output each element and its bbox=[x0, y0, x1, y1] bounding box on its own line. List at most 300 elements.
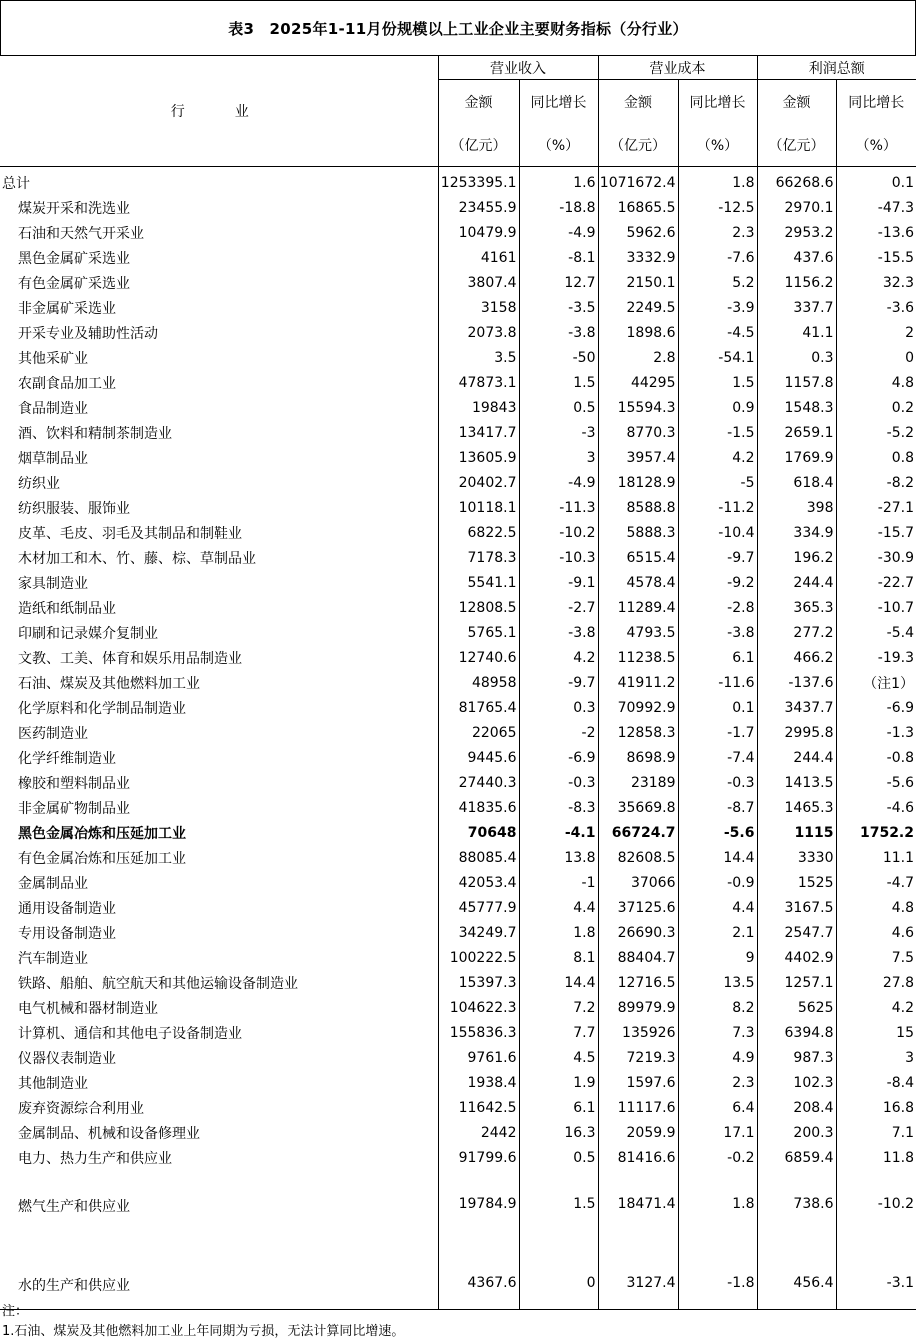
cost-amount-cell: 5888.3 bbox=[598, 520, 678, 545]
revenue-growth-cell: -50 bbox=[519, 345, 598, 370]
industry-name-cell: 化学原料和化学制品制造业 bbox=[18, 700, 186, 717]
revenue-amount-cell: 4367.6 bbox=[438, 1235, 519, 1309]
cost-growth-cell: 14.4 bbox=[678, 845, 757, 870]
notes bbox=[2, 1302, 404, 1342]
revenue-amount-cell: 48958 bbox=[438, 670, 519, 695]
profit-growth-cell: 16.8 bbox=[836, 1095, 916, 1120]
table-row bbox=[0, 645, 916, 670]
revenue-amount-cell: 15397.3 bbox=[438, 970, 519, 995]
industry-name-cell: 铁路、船舶、航空航天和其他运输设备制造业 bbox=[18, 975, 298, 992]
cost-growth-cell: 4.4 bbox=[678, 895, 757, 920]
revenue-growth-cell: -2 bbox=[519, 720, 598, 745]
industry-name-cell: 黑色金属冶炼和压延加工业 bbox=[18, 825, 186, 842]
sub-header-growth: 同比增长 bbox=[836, 80, 916, 125]
revenue-amount-cell: 3158 bbox=[438, 295, 519, 320]
revenue-growth-cell: 7.2 bbox=[519, 995, 598, 1020]
profit-growth-cell: -8.4 bbox=[836, 1070, 916, 1095]
table-row bbox=[0, 1095, 916, 1120]
revenue-amount-cell: 9761.6 bbox=[438, 1045, 519, 1070]
table-row bbox=[0, 320, 916, 345]
cost-growth-cell: -1.7 bbox=[678, 720, 757, 745]
cost-amount-cell: 37066 bbox=[598, 870, 678, 895]
revenue-growth-cell: -18.8 bbox=[519, 195, 598, 220]
cost-growth-cell: -3.9 bbox=[678, 295, 757, 320]
table-row bbox=[0, 1045, 916, 1070]
cost-growth-cell: -10.4 bbox=[678, 520, 757, 545]
profit-growth-cell: -27.1 bbox=[836, 495, 916, 520]
profit-growth-cell: 4.6 bbox=[836, 920, 916, 945]
revenue-growth-cell: -0.3 bbox=[519, 770, 598, 795]
profit-growth-cell: -47.3 bbox=[836, 195, 916, 220]
industry-name-cell: 有色金属冶炼和压延加工业 bbox=[18, 850, 186, 867]
profit-growth-cell: -30.9 bbox=[836, 545, 916, 570]
profit-growth-cell: 27.8 bbox=[836, 970, 916, 995]
profit-amount-cell: 334.9 bbox=[757, 520, 836, 545]
industry-name-cell: 电气机械和器材制造业 bbox=[18, 1000, 158, 1017]
profit-amount-cell: 244.4 bbox=[757, 745, 836, 770]
unit-growth: （%） bbox=[519, 124, 598, 167]
revenue-amount-cell: 4161 bbox=[438, 245, 519, 270]
cost-growth-cell: 8.2 bbox=[678, 995, 757, 1020]
cost-amount-cell: 8588.8 bbox=[598, 495, 678, 520]
table-row bbox=[0, 1170, 916, 1235]
profit-amount-cell: 200.3 bbox=[757, 1120, 836, 1145]
profit-amount-cell: 3437.7 bbox=[757, 695, 836, 720]
revenue-amount-cell: 19843 bbox=[438, 395, 519, 420]
revenue-growth-cell: 7.7 bbox=[519, 1020, 598, 1045]
sub-header-amount: 金额 bbox=[438, 80, 519, 125]
profit-growth-cell: -4.7 bbox=[836, 870, 916, 895]
cost-amount-cell: 1071672.4 bbox=[598, 167, 678, 196]
cost-growth-cell: -1.8 bbox=[678, 1235, 757, 1309]
table-row bbox=[0, 1120, 916, 1145]
cost-amount-cell: 2059.9 bbox=[598, 1120, 678, 1145]
cost-growth-cell: -2.8 bbox=[678, 595, 757, 620]
cost-amount-cell: 23189 bbox=[598, 770, 678, 795]
profit-growth-cell: -19.3 bbox=[836, 645, 916, 670]
unit-amount: （亿元） bbox=[438, 124, 519, 167]
revenue-amount-cell: 1253395.1 bbox=[438, 167, 519, 196]
revenue-growth-cell: -3.8 bbox=[519, 620, 598, 645]
cost-amount-cell: 5962.6 bbox=[598, 220, 678, 245]
revenue-amount-cell: 81765.4 bbox=[438, 695, 519, 720]
table-row bbox=[0, 595, 916, 620]
cost-growth-cell: -8.7 bbox=[678, 795, 757, 820]
revenue-amount-cell: 47873.1 bbox=[438, 370, 519, 395]
notes-heading: 注： bbox=[2, 1304, 29, 1319]
revenue-growth-cell: 0.5 bbox=[519, 1145, 598, 1170]
industry-name-cell: 废弃资源综合利用业 bbox=[18, 1100, 144, 1117]
profit-amount-cell: 196.2 bbox=[757, 545, 836, 570]
sub-header-growth: 同比增长 bbox=[678, 80, 757, 125]
unit-growth: （%） bbox=[678, 124, 757, 167]
industry-name-cell: 纺织业 bbox=[18, 475, 60, 492]
cost-growth-cell: 6.1 bbox=[678, 645, 757, 670]
industry-name-cell: 石油和天然气开采业 bbox=[18, 225, 144, 242]
cost-amount-cell: 4793.5 bbox=[598, 620, 678, 645]
table-row bbox=[0, 895, 916, 920]
cost-amount-cell: 12858.3 bbox=[598, 720, 678, 745]
profit-amount-cell: 456.4 bbox=[757, 1235, 836, 1309]
table-row bbox=[0, 570, 916, 595]
cost-growth-cell: -12.5 bbox=[678, 195, 757, 220]
profit-growth-cell: -6.9 bbox=[836, 695, 916, 720]
revenue-growth-cell: 1.8 bbox=[519, 920, 598, 945]
table-body bbox=[0, 167, 916, 1310]
revenue-growth-cell: -4.9 bbox=[519, 470, 598, 495]
profit-amount-cell: 277.2 bbox=[757, 620, 836, 645]
industry-name-cell: 石油、煤炭及其他燃料加工业 bbox=[18, 675, 200, 692]
cost-growth-cell: -3.8 bbox=[678, 620, 757, 645]
industry-name-cell: 印刷和记录媒介复制业 bbox=[18, 625, 158, 642]
cost-growth-cell: -0.9 bbox=[678, 870, 757, 895]
cost-amount-cell: 89979.9 bbox=[598, 995, 678, 1020]
cost-growth-cell: 0.9 bbox=[678, 395, 757, 420]
profit-amount-cell: 1115 bbox=[757, 820, 836, 845]
industry-header: 行 业 bbox=[0, 56, 438, 167]
industry-name-cell: 专用设备制造业 bbox=[18, 925, 116, 942]
revenue-growth-cell: 0.5 bbox=[519, 395, 598, 420]
table-row bbox=[0, 1070, 916, 1095]
profit-amount-cell: 0.3 bbox=[757, 345, 836, 370]
cost-amount-cell: 15594.3 bbox=[598, 395, 678, 420]
cost-growth-cell: 4.9 bbox=[678, 1045, 757, 1070]
revenue-amount-cell: 10118.1 bbox=[438, 495, 519, 520]
revenue-amount-cell: 19784.9 bbox=[438, 1170, 519, 1235]
table-row bbox=[0, 345, 916, 370]
group-header-revenue: 营业收入 bbox=[438, 56, 598, 80]
profit-growth-cell: 0.8 bbox=[836, 445, 916, 470]
cost-amount-cell: 8698.9 bbox=[598, 745, 678, 770]
revenue-amount-cell: 9445.6 bbox=[438, 745, 519, 770]
cost-amount-cell: 41911.2 bbox=[598, 670, 678, 695]
cost-growth-cell: -5 bbox=[678, 470, 757, 495]
revenue-amount-cell: 13417.7 bbox=[438, 420, 519, 445]
revenue-amount-cell: 11642.5 bbox=[438, 1095, 519, 1120]
industry-name-cell: 化学纤维制造业 bbox=[18, 750, 116, 767]
table-row bbox=[0, 520, 916, 545]
cost-amount-cell: 16865.5 bbox=[598, 195, 678, 220]
profit-amount-cell: 2995.8 bbox=[757, 720, 836, 745]
unit-amount: （亿元） bbox=[757, 124, 836, 167]
revenue-growth-cell: 4.2 bbox=[519, 645, 598, 670]
revenue-growth-cell: 8.1 bbox=[519, 945, 598, 970]
revenue-growth-cell: 0 bbox=[519, 1235, 598, 1309]
profit-amount-cell: 1465.3 bbox=[757, 795, 836, 820]
revenue-amount-cell: 42053.4 bbox=[438, 870, 519, 895]
profit-growth-cell: 1752.2 bbox=[836, 820, 916, 845]
revenue-growth-cell: 3 bbox=[519, 445, 598, 470]
table-row bbox=[0, 920, 916, 945]
cost-growth-cell: 2.3 bbox=[678, 220, 757, 245]
industry-name-cell: 水的生产和供应业 bbox=[0, 1235, 438, 1309]
table-row bbox=[0, 545, 916, 570]
profit-growth-cell: -4.6 bbox=[836, 795, 916, 820]
cost-growth-cell: -9.2 bbox=[678, 570, 757, 595]
revenue-growth-cell: -4.1 bbox=[519, 820, 598, 845]
revenue-growth-cell: -6.9 bbox=[519, 745, 598, 770]
revenue-amount-cell: 23455.9 bbox=[438, 195, 519, 220]
financial-indicators-table bbox=[0, 56, 916, 1310]
revenue-amount-cell: 5541.1 bbox=[438, 570, 519, 595]
cost-growth-cell: 5.2 bbox=[678, 270, 757, 295]
revenue-amount-cell: 7178.3 bbox=[438, 545, 519, 570]
cost-growth-cell: 9 bbox=[678, 945, 757, 970]
profit-growth-cell: -1.3 bbox=[836, 720, 916, 745]
cost-amount-cell: 8770.3 bbox=[598, 420, 678, 445]
cost-amount-cell: 44295 bbox=[598, 370, 678, 395]
cost-amount-cell: 11117.6 bbox=[598, 1095, 678, 1120]
profit-growth-cell: 4.8 bbox=[836, 370, 916, 395]
cost-amount-cell: 1898.6 bbox=[598, 320, 678, 345]
revenue-amount-cell: 3807.4 bbox=[438, 270, 519, 295]
profit-amount-cell: 4402.9 bbox=[757, 945, 836, 970]
table-row bbox=[0, 695, 916, 720]
industry-name-cell: 其他制造业 bbox=[18, 1075, 88, 1092]
profit-amount-cell: 6394.8 bbox=[757, 1020, 836, 1045]
revenue-growth-cell: -10.3 bbox=[519, 545, 598, 570]
profit-amount-cell: 244.4 bbox=[757, 570, 836, 595]
profit-amount-cell: 365.3 bbox=[757, 595, 836, 620]
cost-amount-cell: 26690.3 bbox=[598, 920, 678, 945]
profit-growth-cell: -5.4 bbox=[836, 620, 916, 645]
table-row bbox=[0, 845, 916, 870]
cost-growth-cell: 17.1 bbox=[678, 1120, 757, 1145]
revenue-growth-cell: 1.6 bbox=[519, 167, 598, 196]
cost-amount-cell: 11238.5 bbox=[598, 645, 678, 670]
table-row bbox=[0, 720, 916, 745]
profit-amount-cell: 1156.2 bbox=[757, 270, 836, 295]
revenue-amount-cell: 22065 bbox=[438, 720, 519, 745]
industry-name-cell: 食品制造业 bbox=[18, 400, 88, 417]
revenue-amount-cell: 2442 bbox=[438, 1120, 519, 1145]
table-row bbox=[0, 445, 916, 470]
industry-name-cell: 金属制品、机械和设备修理业 bbox=[18, 1125, 200, 1142]
cost-growth-cell: 1.8 bbox=[678, 167, 757, 196]
cost-amount-cell: 6515.4 bbox=[598, 545, 678, 570]
sub-header-growth: 同比增长 bbox=[519, 80, 598, 125]
cost-amount-cell: 18128.9 bbox=[598, 470, 678, 495]
table-row bbox=[0, 495, 916, 520]
industry-name-cell: 家具制造业 bbox=[18, 575, 88, 592]
profit-amount-cell: 1413.5 bbox=[757, 770, 836, 795]
cost-amount-cell: 2.8 bbox=[598, 345, 678, 370]
revenue-amount-cell: 10479.9 bbox=[438, 220, 519, 245]
profit-amount-cell: 1769.9 bbox=[757, 445, 836, 470]
revenue-growth-cell: -4.9 bbox=[519, 220, 598, 245]
revenue-growth-cell: 4.5 bbox=[519, 1045, 598, 1070]
table-row bbox=[0, 295, 916, 320]
industry-name-cell: 纺织服装、服饰业 bbox=[18, 500, 130, 517]
revenue-growth-cell: -3.5 bbox=[519, 295, 598, 320]
cost-growth-cell: -0.3 bbox=[678, 770, 757, 795]
revenue-amount-cell: 1938.4 bbox=[438, 1070, 519, 1095]
cost-amount-cell: 7219.3 bbox=[598, 1045, 678, 1070]
revenue-growth-cell: 1.9 bbox=[519, 1070, 598, 1095]
cost-amount-cell: 3332.9 bbox=[598, 245, 678, 270]
table-row bbox=[0, 195, 916, 220]
group-header-profit: 利润总额 bbox=[757, 56, 916, 80]
profit-amount-cell: 1548.3 bbox=[757, 395, 836, 420]
revenue-growth-cell: 12.7 bbox=[519, 270, 598, 295]
profit-amount-cell: 618.4 bbox=[757, 470, 836, 495]
table-row bbox=[0, 670, 916, 695]
cost-amount-cell: 18471.4 bbox=[598, 1170, 678, 1235]
cost-growth-cell: -4.5 bbox=[678, 320, 757, 345]
industry-name-cell: 燃气生产和供应业 bbox=[18, 1199, 130, 1215]
profit-amount-cell: 398 bbox=[757, 495, 836, 520]
revenue-amount-cell: 27440.3 bbox=[438, 770, 519, 795]
cost-growth-cell: -9.7 bbox=[678, 545, 757, 570]
profit-amount-cell: 5625 bbox=[757, 995, 836, 1020]
profit-growth-cell: 2 bbox=[836, 320, 916, 345]
profit-growth-cell: -15.5 bbox=[836, 245, 916, 270]
revenue-amount-cell: 12808.5 bbox=[438, 595, 519, 620]
industry-name-cell: 总计 bbox=[2, 175, 30, 192]
table-row bbox=[0, 620, 916, 645]
profit-amount-cell: 2659.1 bbox=[757, 420, 836, 445]
industry-name-cell: 开采专业及辅助性活动 bbox=[18, 325, 158, 342]
revenue-amount-cell: 6822.5 bbox=[438, 520, 519, 545]
cost-growth-cell: 2.1 bbox=[678, 920, 757, 945]
industry-name-cell: 酒、饮料和精制茶制造业 bbox=[18, 425, 172, 442]
profit-amount-cell: 1257.1 bbox=[757, 970, 836, 995]
profit-amount-cell: 66268.6 bbox=[757, 167, 836, 196]
revenue-amount-cell: 2073.8 bbox=[438, 320, 519, 345]
cost-amount-cell: 88404.7 bbox=[598, 945, 678, 970]
industry-name-cell: 煤炭开采和洗选业 bbox=[18, 200, 130, 217]
table-row bbox=[0, 745, 916, 770]
table-row bbox=[0, 167, 916, 196]
profit-growth-cell: 32.3 bbox=[836, 270, 916, 295]
industry-name-cell: 黑色金属矿采选业 bbox=[18, 250, 130, 267]
table-title: 表3 2025年1-11月份规模以上工业企业主要财务指标（分行业） bbox=[0, 0, 916, 56]
cost-growth-cell: 6.4 bbox=[678, 1095, 757, 1120]
cost-growth-cell: 7.3 bbox=[678, 1020, 757, 1045]
unit-amount: （亿元） bbox=[598, 124, 678, 167]
revenue-growth-cell: -9.1 bbox=[519, 570, 598, 595]
profit-amount-cell: 337.7 bbox=[757, 295, 836, 320]
cost-amount-cell: 37125.6 bbox=[598, 895, 678, 920]
cost-amount-cell: 66724.7 bbox=[598, 820, 678, 845]
table-row bbox=[0, 945, 916, 970]
profit-growth-cell: -5.6 bbox=[836, 770, 916, 795]
table-row bbox=[0, 870, 916, 895]
revenue-amount-cell: 91799.6 bbox=[438, 1145, 519, 1170]
cost-amount-cell: 2150.1 bbox=[598, 270, 678, 295]
profit-amount-cell: 1157.8 bbox=[757, 370, 836, 395]
profit-growth-cell: -5.2 bbox=[836, 420, 916, 445]
table-row bbox=[0, 370, 916, 395]
revenue-amount-cell: 88085.4 bbox=[438, 845, 519, 870]
profit-growth-cell: 15 bbox=[836, 1020, 916, 1045]
revenue-amount-cell: 100222.5 bbox=[438, 945, 519, 970]
industry-name-cell: 非金属矿采选业 bbox=[18, 300, 116, 317]
profit-growth-cell: 7.5 bbox=[836, 945, 916, 970]
profit-amount-cell: 3330 bbox=[757, 845, 836, 870]
revenue-amount-cell: 41835.6 bbox=[438, 795, 519, 820]
table-row bbox=[0, 395, 916, 420]
industry-name-cell: 金属制品业 bbox=[18, 875, 88, 892]
cost-amount-cell: 3957.4 bbox=[598, 445, 678, 470]
revenue-amount-cell: 70648 bbox=[438, 820, 519, 845]
cost-growth-cell: -5.6 bbox=[678, 820, 757, 845]
industry-name-cell: 电力、热力生产和供应业 bbox=[18, 1150, 172, 1167]
profit-amount-cell: 2970.1 bbox=[757, 195, 836, 220]
cost-amount-cell: 3127.4 bbox=[598, 1235, 678, 1309]
revenue-growth-cell: -9.7 bbox=[519, 670, 598, 695]
profit-amount-cell: 466.2 bbox=[757, 645, 836, 670]
profit-growth-cell: 0.1 bbox=[836, 167, 916, 196]
sub-header-amount: 金额 bbox=[598, 80, 678, 125]
cost-amount-cell: 35669.8 bbox=[598, 795, 678, 820]
revenue-growth-cell: -3 bbox=[519, 420, 598, 445]
revenue-amount-cell: 45777.9 bbox=[438, 895, 519, 920]
revenue-growth-cell: -11.3 bbox=[519, 495, 598, 520]
industry-name-cell: 其他采矿业 bbox=[18, 350, 88, 367]
cost-growth-cell: -11.2 bbox=[678, 495, 757, 520]
cost-growth-cell: -11.6 bbox=[678, 670, 757, 695]
revenue-growth-cell: -10.2 bbox=[519, 520, 598, 545]
profit-amount-cell: 738.6 bbox=[757, 1170, 836, 1235]
profit-growth-cell: -22.7 bbox=[836, 570, 916, 595]
cost-amount-cell: 1597.6 bbox=[598, 1070, 678, 1095]
profit-amount-cell: 6859.4 bbox=[757, 1145, 836, 1170]
profit-amount-cell: -137.6 bbox=[757, 670, 836, 695]
cost-amount-cell: 11289.4 bbox=[598, 595, 678, 620]
industry-name-cell: 文教、工美、体育和娱乐用品制造业 bbox=[18, 650, 242, 667]
cost-amount-cell: 82608.5 bbox=[598, 845, 678, 870]
industry-name-cell: 橡胶和塑料制品业 bbox=[18, 775, 130, 792]
cost-amount-cell: 135926 bbox=[598, 1020, 678, 1045]
profit-growth-cell: 0 bbox=[836, 345, 916, 370]
revenue-amount-cell: 34249.7 bbox=[438, 920, 519, 945]
cost-growth-cell: -0.2 bbox=[678, 1145, 757, 1170]
profit-growth-cell: 11.8 bbox=[836, 1145, 916, 1170]
profit-growth-cell: -0.8 bbox=[836, 745, 916, 770]
table-row bbox=[0, 420, 916, 445]
table-row bbox=[0, 995, 916, 1020]
cost-amount-cell: 2249.5 bbox=[598, 295, 678, 320]
industry-name-cell: 农副食品加工业 bbox=[18, 375, 116, 392]
industry-name-cell: 通用设备制造业 bbox=[18, 900, 116, 917]
revenue-amount-cell: 5765.1 bbox=[438, 620, 519, 645]
profit-amount-cell: 102.3 bbox=[757, 1070, 836, 1095]
profit-growth-cell: 4.8 bbox=[836, 895, 916, 920]
table-row bbox=[0, 770, 916, 795]
industry-name-cell: 计算机、通信和其他电子设备制造业 bbox=[18, 1025, 242, 1042]
cost-growth-cell: -1.5 bbox=[678, 420, 757, 445]
profit-growth-cell: -3.1 bbox=[836, 1235, 916, 1309]
table-row bbox=[0, 795, 916, 820]
table-row bbox=[0, 470, 916, 495]
profit-growth-cell: -10.7 bbox=[836, 595, 916, 620]
revenue-growth-cell: 14.4 bbox=[519, 970, 598, 995]
industry-name-cell: 医药制造业 bbox=[18, 725, 88, 742]
revenue-growth-cell: 16.3 bbox=[519, 1120, 598, 1145]
industry-name-cell: 有色金属矿采选业 bbox=[18, 275, 130, 292]
cost-growth-cell: 4.2 bbox=[678, 445, 757, 470]
industry-name-cell: 皮革、毛皮、羽毛及其制品和制鞋业 bbox=[18, 525, 242, 542]
table-row bbox=[0, 820, 916, 845]
cost-growth-cell: 1.5 bbox=[678, 370, 757, 395]
table-row bbox=[0, 245, 916, 270]
industry-name-cell: 仪器仪表制造业 bbox=[18, 1050, 116, 1067]
revenue-growth-cell: 13.8 bbox=[519, 845, 598, 870]
industry-name-cell: 汽车制造业 bbox=[18, 950, 88, 967]
revenue-growth-cell: 1.5 bbox=[519, 1170, 598, 1235]
profit-growth-cell: -10.2 bbox=[836, 1170, 916, 1235]
